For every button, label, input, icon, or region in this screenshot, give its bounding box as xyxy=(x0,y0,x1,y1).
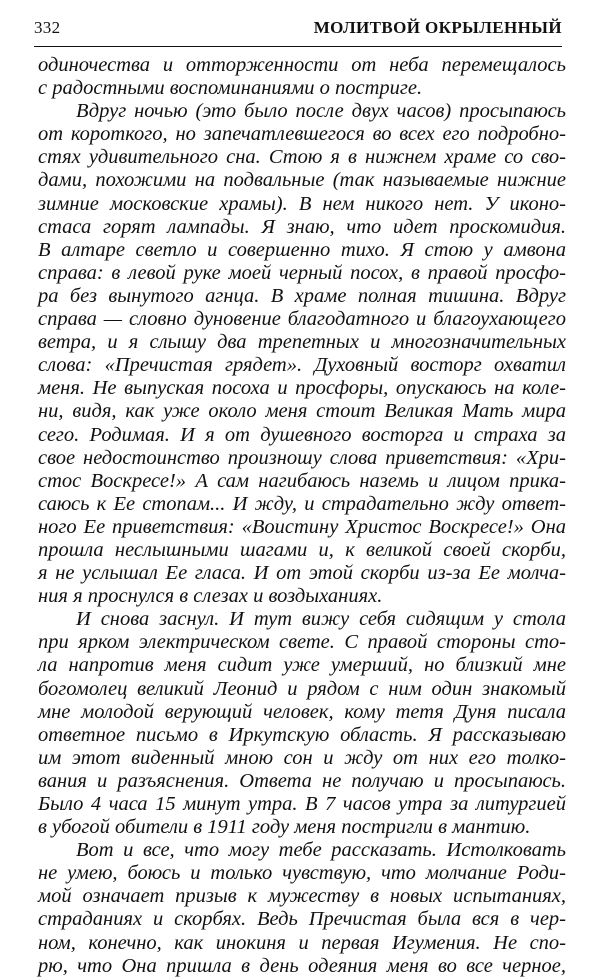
text-line: от короткого, но запечатлевшегося во всех его подробно- xyxy=(38,123,566,146)
text-line: с радостными воспоминаниями о постриге. xyxy=(38,77,423,100)
text-line: Было 4 часа 15 минут утра. В 7 часов утра за литургией xyxy=(38,793,566,815)
text-line: свое недостоинство произношу слова приветствия: «Хри- xyxy=(38,446,566,469)
text-line: стях удивительного сна. Стою я в нижнем храме со сво- xyxy=(38,146,566,169)
text-line: слова: «Пречистая грядет». Духовный восторг охватил xyxy=(38,354,566,377)
text-line: ния я проснулся в слезах и воздыханиях. xyxy=(38,585,383,608)
text-line: им этот виденный мною сон и жду от них его толко- xyxy=(38,746,566,769)
text-line: ра без вынутого агнца. В храме полная тишина. Вдруг xyxy=(38,284,566,307)
text-line: стос Воскресе!» А сам нагибаюсь наземь и лицом прика- xyxy=(38,469,566,492)
header-rule xyxy=(34,46,562,47)
text-line: вания и разъяснения. Ответа не получаю и просыпаюсь. xyxy=(38,769,566,792)
page-number: 332 xyxy=(34,18,61,37)
text-line: ла напротив меня сидит уже умерший, но близкий мне xyxy=(38,654,566,677)
text-line: в убогой обители в 1911 году меня постригли в мантию. xyxy=(38,816,531,839)
text-line: зимние московские храмы). В нем никого нет. У иконо- xyxy=(38,192,566,215)
page-header xyxy=(34,18,562,42)
text-line: я не услышал Ее гласа. И от этой скорби из-за Ее молча- xyxy=(38,562,566,585)
text-line: богомолец великий Леонид и рядом с ним один знакомый xyxy=(38,677,566,700)
text-line: дами, похожими на подвальные (так называемые нижние xyxy=(38,169,566,192)
text-line: И снова заснул. И тут вижу себя сидящим у стола xyxy=(76,608,566,631)
text-line: стаса горят лампады. Я знаю, что идет проскомидия. xyxy=(38,215,566,238)
text-line: справа: в левой руке моей черный посох, в правой просфо- xyxy=(38,261,566,284)
text-line: сего. Родимая. И я от душевного восторга и страха за xyxy=(38,423,566,446)
text-line: прошла неслышными шагами и, к великой своей скорби, xyxy=(38,538,566,561)
text-line: при ярком электрическом свете. С правой стороны сто- xyxy=(38,631,566,654)
text-line: Вот и все, что могу тебе рассказать. Истолковать xyxy=(76,839,566,862)
text-line: ответное письмо в Иркутскую область. Я рассказываю xyxy=(38,723,566,746)
text-line: справа — словно дуновение благодатного и благоухающего xyxy=(38,308,566,331)
text-line: одиночества и отторженности от неба перемещалось xyxy=(38,54,566,76)
text-line: ветра, и я слышу два трепетных и многозначительных xyxy=(38,331,566,354)
text-line: рю, что Она пришла в день одеяния меня во все черное, xyxy=(38,954,566,977)
running-title: МОЛИТВОЙ ОКРЫЛЕННЫЙ xyxy=(313,18,562,37)
text-line: В алтаре светло и совершенно тихо. Я стою у амвона xyxy=(38,238,566,261)
text-line: ном, конечно, как инокиня и первая Игумения. Не спо- xyxy=(38,931,566,954)
text-line: ного Ее приветствия: «Воистину Христос Воскресе!» Она xyxy=(38,515,566,538)
text-line: мне молодой верующий человек, кому тетя Дуня писала xyxy=(38,700,566,723)
text-line: меня. Не выпуская посоха и просфоры, опускаюсь на коле- xyxy=(38,377,566,400)
text-line: Вдруг ночью (это было после двух часов) просыпаюсь xyxy=(76,100,566,123)
text-line: ни, видя, как уже около меня стоит Великая Мать мира xyxy=(38,400,566,423)
text-line: страданиях и скорбях. Ведь Пречистая была вся в чер- xyxy=(38,908,566,931)
body-text xyxy=(38,54,566,978)
text-line: не умею, боюсь и только чувствую, что молчание Роди- xyxy=(38,862,566,885)
text-line: саюсь к Ее стопам... И жду, и страдательно жду ответ- xyxy=(38,492,566,515)
text-line: мой означает призыв к мужеству в новых испытаниях, xyxy=(38,885,566,908)
